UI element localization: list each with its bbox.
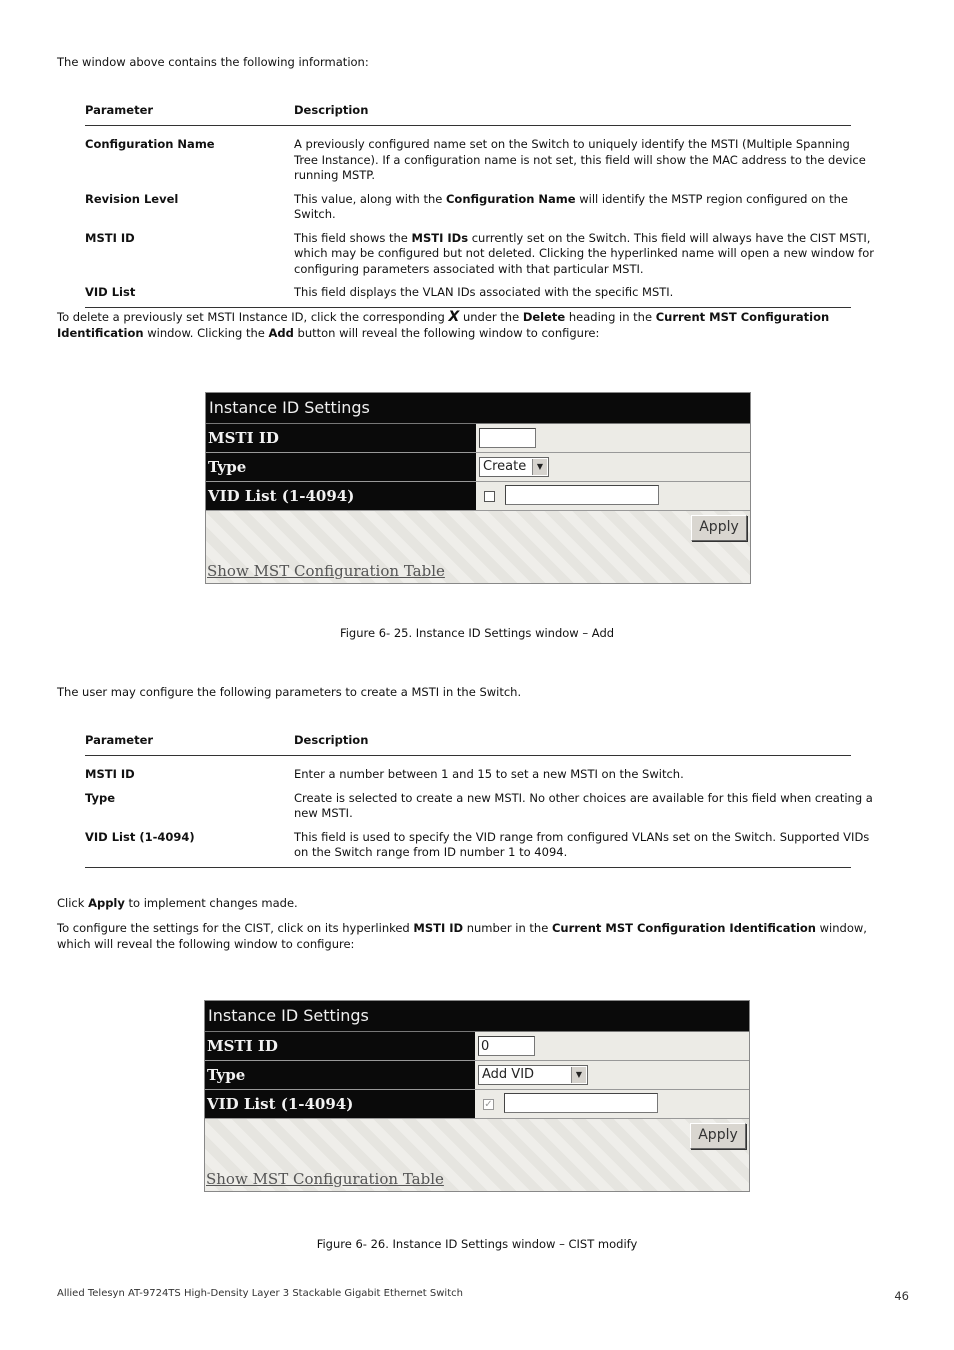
param-name: MSTI ID [85,767,135,781]
type-select-value: Add VID [482,1067,535,1082]
msti-id-row [206,424,750,453]
vid-list-input[interactable] [504,1093,658,1113]
intro-text: The window above contains the following information: [57,55,369,69]
instance-id-settings-window-add [205,392,751,584]
type-row [205,1061,749,1090]
page-number: 46 [894,1289,909,1303]
cist-instructions: To configure the settings for the CIST, click on its hyperlinked MSTI ID number in the Current MST Configuration Identification window, which will reveal the following window to configure: [57,921,867,951]
chevron-down-icon: ▼ [571,1067,586,1083]
msti-id-input[interactable] [479,428,536,448]
param-desc: This field displays the VLAN IDs associated with the specific MSTI. [294,285,674,299]
table-row [85,285,851,301]
header-description: Description [294,103,369,117]
table-row [85,790,873,822]
delete-instructions: To delete a previously set MSTI Instance ID, click the corresponding X under the Delete heading in the Current MST Configuration Identification window. Clicking the Add button will reveal the following window to configure: [57,309,830,340]
msti-id-label: MSTI ID [205,1032,475,1060]
parameter-table-1 [85,99,874,308]
window-footer [206,511,750,583]
chevron-down-icon: ▼ [532,459,547,475]
table-row [85,767,851,783]
param-desc: Create is selected to create a new MSTI. No other choices are available for this field when creating a new MSTI. [294,790,873,820]
vid-list-input[interactable] [505,485,659,505]
param-desc: Enter a number between 1 and 15 to set a new MSTI on the Switch. [294,767,684,781]
page-footer: Allied Telesyn AT-9724TS High-Density Layer 3 Stackable Gigabit Ethernet Switch [57,1288,463,1299]
apply-button[interactable]: Apply [690,1123,746,1149]
instance-id-settings-window-cist [204,1000,750,1192]
param-name: MSTI ID [85,230,135,245]
header-parameter: Parameter [85,733,154,747]
type-select[interactable] [479,457,549,477]
header-description: Description [294,733,369,747]
param-name: VID List (1-4094) [85,829,195,844]
parameter-table-2 [85,729,873,868]
type-select[interactable] [478,1065,588,1085]
vid-list-label: VID List (1-4094) [206,482,476,510]
apply-instructions: Click Apply to implement changes made. [57,896,298,910]
figure-caption-2: Figure 6- 26. Instance ID Settings window – CIST modify [316,1237,638,1251]
figure-caption-1: Figure 6- 25. Instance ID Settings window – Add [339,626,615,640]
param-desc: This field is used to specify the VID range from configured VLANs set on the Switch. Supported VIDs on the Switch range from ID number 1 to 4094. [294,829,870,859]
window-title: Instance ID Settings [206,393,750,424]
param-name: Configuration Name [85,137,215,151]
param-name: Type [85,790,116,805]
param-name: VID List [85,285,136,299]
type-label: Type [206,453,476,481]
table-row [85,192,851,223]
window-footer [205,1119,749,1191]
msti-id-label: MSTI ID [206,424,476,452]
type-row [206,453,750,482]
show-mst-config-table-link[interactable]: Show MST Configuration Table [207,562,445,580]
table-row [85,829,870,861]
param-name: Revision Level [85,191,179,206]
param-desc: A previously configured name set on the Switch to uniquely identify the MSTI (Multiple Spanning Tree Instance). If a configuration name is not set, this field will show the MAC address to the device running MSTP. [294,137,866,182]
vid-list-row [205,1090,749,1119]
vid-list-row [206,482,750,511]
param-desc: This value, along with the Configuration Name will identify the MSTP region configured on the Switch. [294,191,848,221]
msti-id-input[interactable]: 0 [478,1036,535,1056]
param-desc: This field shows the MSTI IDs currently set on the Switch. This field will always have the CIST MSTI, which may be configured but not deleted. Clicking the hyperlinked name will open a new window for configuring parameters associated with that particular MSTI. [294,230,874,276]
show-mst-config-table-link[interactable]: Show MST Configuration Table [206,1170,444,1188]
header-parameter: Parameter [85,103,154,117]
delete-x-icon: X [448,309,460,325]
vid-list-label: VID List (1-4094) [205,1090,475,1118]
table-row [85,230,874,278]
type-select-value: Create [483,459,527,474]
window-title: Instance ID Settings [205,1001,749,1032]
vid-list-checkbox[interactable] [484,491,495,502]
intro-text-2: The user may configure the following parameters to create a MSTI in the Switch. [57,685,522,699]
apply-button[interactable]: Apply [691,515,747,541]
table-header [85,99,851,126]
table-header [85,729,851,756]
vid-list-checkbox-disabled: ✓ [484,1099,493,1110]
type-label: Type [205,1061,475,1089]
table-row [85,137,866,184]
msti-id-row [205,1032,749,1061]
